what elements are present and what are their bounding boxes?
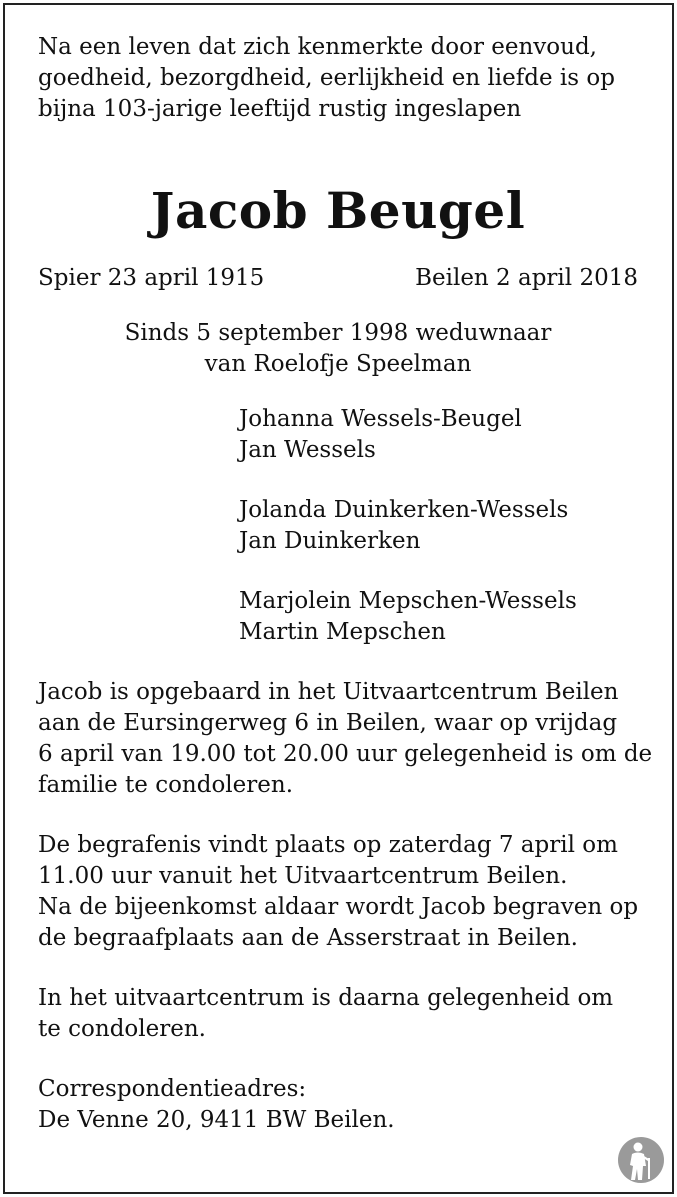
family-member: Johanna Wessels-Beugel — [239, 406, 522, 432]
paragraph-line: de begraafplaats aan de Asserstraat in Beilen. — [38, 925, 578, 951]
widower-line: Sinds 5 september 1998 weduwnaar — [124, 320, 552, 346]
family-member: Jan Duinkerken — [239, 528, 421, 554]
paragraph-line: familie te condoleren. — [38, 772, 293, 798]
family-member: Jolanda Duinkerken-Wessels — [239, 497, 569, 523]
family-member: Martin Mepschen — [239, 619, 446, 645]
life-dates — [38, 263, 638, 294]
family-member: Jan Wessels — [239, 437, 376, 463]
paragraph-line: In het uitvaartcentrum is daarna gelegenheid om — [38, 985, 614, 1011]
intro-line: goedheid, bezorgdheid, eerlijkheid en liefde is op — [38, 65, 615, 91]
intro-text — [38, 32, 638, 125]
paragraph-line: De begrafenis vindt plaats op zaterdag 7 april om — [38, 832, 618, 858]
family-couple — [239, 404, 638, 466]
mourning-figure-icon — [617, 1136, 665, 1184]
intro-line: bijna 103-jarige leeftijd rustig ingeslapen — [38, 96, 522, 122]
condolence-paragraph — [38, 983, 638, 1045]
paragraph-line: 6 april van 19.00 tot 20.00 uur gelegenheid is om de — [38, 741, 653, 767]
paragraph-line: De Venne 20, 9411 BW Beilen. — [38, 1107, 395, 1133]
widower-line: van Roelofje Speelman — [204, 351, 472, 377]
family-couple — [239, 586, 638, 648]
paragraph-line: te condoleren. — [38, 1016, 206, 1042]
paragraph-line: Correspondentieadres: — [38, 1076, 307, 1102]
paragraph-line: aan de Eursingerweg 6 in Beilen, waar op vrijdag — [38, 710, 618, 736]
viewing-paragraph — [38, 677, 653, 801]
funeral-paragraph — [38, 830, 638, 954]
widower-text — [38, 318, 638, 380]
deceased-name: Jacob Beugel — [150, 181, 526, 240]
paragraph-line: Na de bijeenkomst aldaar wordt Jacob begraven op — [38, 894, 639, 920]
birth-date: Spier 23 april 1915 — [38, 265, 265, 291]
family-couple — [239, 495, 638, 557]
family-list — [38, 404, 638, 648]
family-member: Marjolein Mepschen-Wessels — [239, 588, 577, 614]
paragraph-line: 11.00 uur vanuit het Uitvaartcentrum Beilen. — [38, 863, 568, 889]
death-date: Beilen 2 april 2018 — [415, 265, 638, 291]
obituary-notice — [38, 32, 653, 1136]
paragraph-line: Jacob is opgebaard in het Uitvaartcentrum Beilen — [38, 679, 619, 705]
correspondence-address — [38, 1074, 638, 1136]
intro-line: Na een leven dat zich kenmerkte door eenvoud, — [38, 34, 597, 60]
